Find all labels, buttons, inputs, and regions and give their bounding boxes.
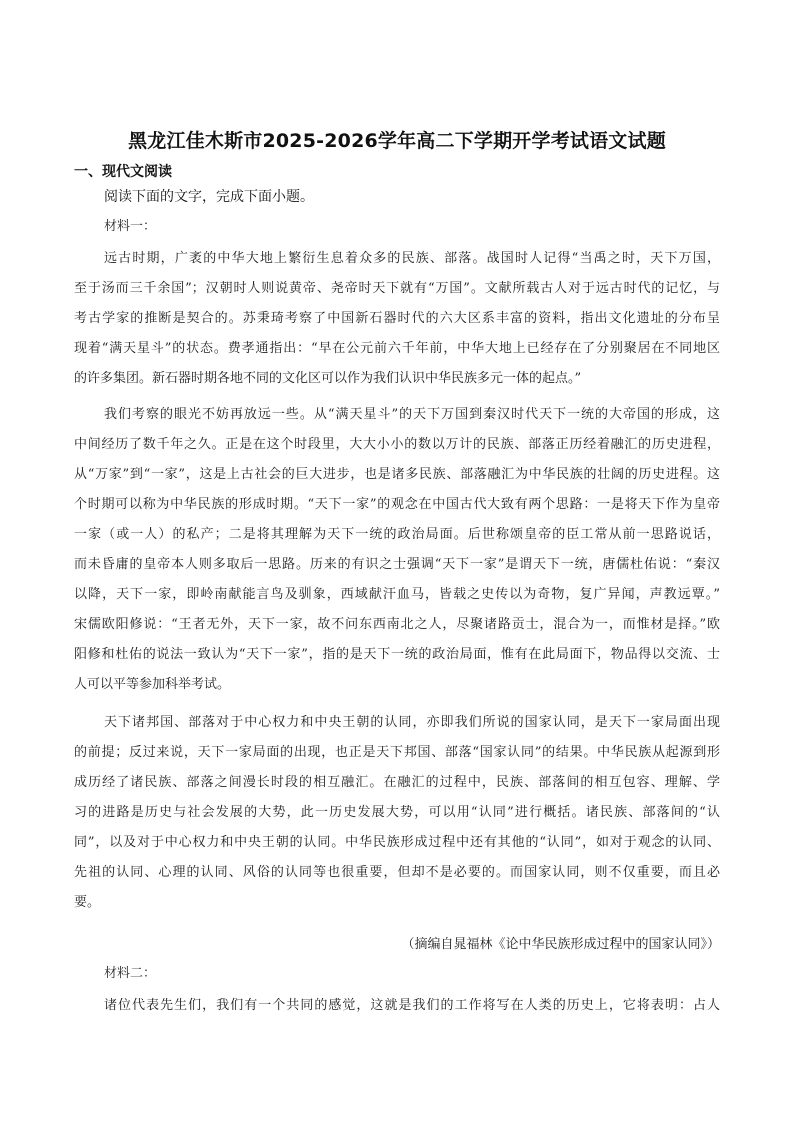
paragraph-line: 成历经了诸民族、部落之间漫长时段的相互融汇。在融汇的过程中，民族、部落间的相互包容、理解、学 <box>74 775 720 790</box>
paragraph-line: 宋儒欧阳修说：“王者无外，天下一家，故不问东西南北之人，尽聚诸路贡士，混合为一，而惟材是择。”欧 <box>74 617 720 632</box>
paragraph-line: 现着“满天星斗”的状态。费孝通指出：“早在公元前六千年前，中华大地上已经存在了分别聚居在不同地区 <box>74 341 720 356</box>
paragraph-line: 的许多集团。新石器时期各地不同的文化区可以作为我们认识中华民族多元一体的起点。” <box>74 371 582 386</box>
paragraph-line: 要。 <box>74 895 101 910</box>
paragraph-line: 阳修和杜佑的说法一致认为“天下一家”，指的是天下一统的政治局面，惟有在此局面下，物品得以交流、士 <box>74 647 720 662</box>
paragraph-line: 个时期可以称为中华民族的形成时期。“天下一家”的观念在中国古代大致有两个思路：一是将天下作为皇帝 <box>74 497 720 512</box>
source-citation: （摘编自晁福林《论中华民族形成过程中的国家认同》） <box>401 937 720 952</box>
paragraph-line: 人可以平等参加科举考试。 <box>74 677 231 692</box>
paragraph-line: 中间经历了数千年之久。正是在这个时段里，大大小小的数以万计的民族、部落正历经着融汇的历史进程， <box>74 437 720 452</box>
paragraph-line: 而未昏庸的皇帝本人则多取后一思路。历来的有识之士强调“天下一家”是谓天下一统，唐儒杜佑说：“秦汉 <box>74 557 720 572</box>
paragraph-line: 天下诸邦国、部落对于中心权力和中央王朝的认同，亦即我们所说的国家认同，是天下一家局面出现 <box>104 715 720 730</box>
document-title: 黑龙江佳木斯市2025-2026学年高二下学期开学考试语文试题 <box>128 130 666 152</box>
section-heading: 一、现代文阅读 <box>74 164 172 180</box>
material-two-label: 材料二： <box>104 966 157 981</box>
paragraph-line: 同”，以及对于中心权力和中央王朝的认同。中华民族形成过程中还有其他的“认同”，如对于观念的认同、 <box>74 835 720 850</box>
paragraph-line: 考古学家的推断是契合的。苏秉琦考察了中国新石器时代的六大区系丰富的资料，指出文化遗址的分布呈 <box>74 311 720 326</box>
paragraph-4 <box>74 991 720 1021</box>
paragraph-line: 以降，天下一家，即岭南献能言鸟及驯象，西域献汗血马，皆载之史传以为奇物，复广异闻，声教远覃。” <box>74 587 720 602</box>
paragraph-2 <box>74 400 720 700</box>
paragraph-line: 的前提；反过来说，天下一家局面的出现，也正是天下邦国、部落“国家认同”的结果。中华民族从起源到形 <box>74 745 720 760</box>
reading-instruction: 阅读下面的文字，完成下面小题。 <box>104 189 314 205</box>
paragraph-line: 习的进路是历史与社会发展的大势，此一历史发展大势，可以用“认同”进行概括。诸民族、部落间的“认 <box>74 805 720 820</box>
paragraph-line: 我们考察的眼光不妨再放远一些。从“满天星斗”的天下万国到秦汉时代天下一统的大帝国的形成，这 <box>104 407 720 422</box>
paragraph-line: 远古时期，广袤的中华大地上繁衍生息着众多的民族、部落。战国时人记得“当禹之时，天下万国， <box>104 251 720 266</box>
paragraph-line: 一家（或一人）的私产；二是将其理解为天下一统的政治局面。后世称颂皇帝的臣工常从前一思路说话， <box>74 527 720 542</box>
paragraph-3 <box>74 708 720 918</box>
paragraph-line: 从“万家”到“一家”，这是上古社会的巨大进步，也是诸多民族、部落融汇为中华民族的壮阔的历史进程。这 <box>74 467 720 482</box>
material-one-label: 材料一： <box>104 219 157 234</box>
paragraph-line: 先祖的认同、心理的认同、风俗的认同等也很重要，但却不是必要的。而国家认同，则不仅重要，而且必 <box>74 865 720 880</box>
paragraph-1 <box>74 244 720 394</box>
paragraph-line: 至于汤而三千余国”；汉朝时人则说黄帝、尧帝时天下就有“万国”。文献所载古人对于远古时代的记忆，与 <box>74 281 720 296</box>
paragraph-line: 诸位代表先生们，我们有一个共同的感觉，这就是我们的工作将写在人类的历史上，它将表明：占人 <box>104 998 720 1013</box>
